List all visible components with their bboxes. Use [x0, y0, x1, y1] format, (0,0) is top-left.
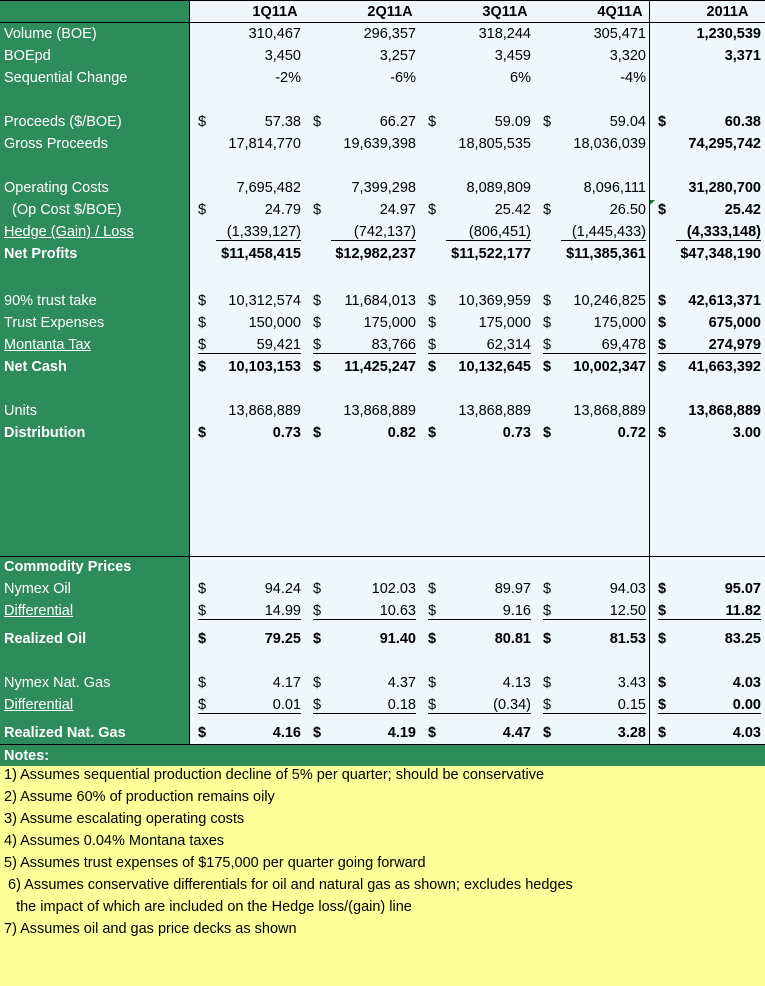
currency-symbol: $	[313, 293, 322, 309]
cell-hedge-2: (806,451)	[468, 224, 531, 240]
currency-symbol: $	[428, 359, 437, 375]
cell-gross-3: 18,036,039	[573, 136, 646, 152]
cell-netprofits-1: $12,982,237	[335, 246, 416, 262]
currency-symbol: $	[428, 725, 437, 741]
currency-symbol: $	[313, 114, 322, 130]
currency-symbol: $	[198, 697, 207, 713]
underline-rule	[198, 713, 301, 714]
header-fy: 2011A	[706, 4, 749, 20]
top-border	[0, 0, 765, 1]
label-boepd: BOEpd	[4, 48, 51, 64]
cell-volume-3: 305,471	[593, 26, 646, 42]
cell-differential-4: 11.82	[725, 603, 761, 619]
cell-trustexp-1: 175,000	[363, 315, 416, 331]
cell-boepd-3: 3,320	[609, 48, 646, 64]
cell-trusttake-2	[428, 290, 531, 312]
cell-boepd-0: 3,450	[264, 48, 301, 64]
label-netprofits: Net Profits	[4, 246, 78, 262]
cell-value: 41,663,392	[688, 359, 761, 375]
cell-proceeds-4: 60.38	[724, 114, 761, 130]
cell-realizedoil-2: 80.81	[494, 631, 531, 647]
cell-value: 42,613,371	[688, 293, 761, 309]
currency-symbol: $	[543, 603, 552, 619]
cell-opcost-3: 8,096,111	[583, 180, 646, 196]
currency-symbol: $	[658, 675, 667, 691]
note-line: the impact of which are included on the Hedge loss/(gain) line	[4, 899, 412, 915]
currency-symbol: $	[313, 675, 322, 691]
currency-symbol: $	[198, 114, 207, 130]
underline-rule	[198, 619, 301, 620]
underline-rule	[446, 240, 531, 241]
cell-units-2: 13,868,889	[458, 403, 531, 419]
cell-proceeds-3: 59.04	[609, 114, 646, 130]
cell-netcash-1	[313, 356, 416, 378]
note-line: 3) Assume escalating operating costs	[4, 811, 245, 827]
cell-opcostboe-3: 26.50	[609, 202, 646, 218]
currency-symbol: $	[198, 337, 207, 353]
currency-symbol: $	[658, 202, 667, 218]
cell-gross-2: 18,805,535	[458, 136, 531, 152]
underline-rule	[331, 240, 416, 241]
cell-gross-4: 74,295,742	[688, 136, 761, 152]
cell-seq-2: 6%	[510, 70, 531, 86]
cell-hedge-0: (1,339,127)	[226, 224, 301, 240]
underline-rule	[313, 353, 416, 354]
cell-nymexgas-3: 3.43	[617, 675, 646, 691]
row-commodity	[0, 556, 765, 578]
cell-differential2-2: (0.34)	[493, 697, 531, 713]
cell-value: 10,312,574	[228, 293, 301, 309]
cell-seq-3: -4%	[620, 70, 646, 86]
label-differential: Differential	[4, 603, 74, 619]
cell-units-1: 13,868,889	[343, 403, 416, 419]
row-opcost	[0, 177, 765, 199]
header-q2: 2Q11A	[367, 4, 413, 20]
currency-symbol: $	[313, 725, 322, 741]
cell-netprofits-0: $11,458,415	[221, 246, 301, 262]
currency-symbol: $	[658, 359, 667, 375]
cell-trusttake-4	[658, 290, 761, 312]
cell-trusttake-0	[198, 290, 301, 312]
label-realizedoil: Realized Oil	[4, 631, 87, 647]
note-line: 4) Assumes 0.04% Montana taxes	[4, 833, 225, 849]
cell-trustexp-4: 675,000	[708, 315, 761, 331]
cell-value: 10,103,153	[228, 359, 301, 375]
underline-rule	[313, 619, 416, 620]
row-realizedgas	[0, 722, 765, 744]
cell-proceeds-1: 66.27	[379, 114, 416, 130]
header-q1: 1Q11A	[252, 4, 298, 20]
row-boepd	[0, 45, 765, 67]
underline-rule	[198, 353, 301, 354]
cell-boepd-4: 3,371	[724, 48, 761, 64]
cell-value: 10,002,347	[573, 359, 646, 375]
currency-symbol: $	[198, 293, 207, 309]
currency-symbol: $	[543, 315, 552, 331]
cell-mttax-1: 83,766	[371, 337, 416, 353]
currency-symbol: $	[543, 337, 552, 353]
currency-symbol: $	[543, 114, 552, 130]
row-seq	[0, 67, 765, 89]
currency-symbol: $	[198, 603, 207, 619]
cell-boepd-2: 3,459	[494, 48, 531, 64]
currency-symbol: $	[198, 425, 207, 441]
currency-symbol: $	[428, 603, 437, 619]
currency-symbol: $	[198, 725, 207, 741]
cell-units-0: 13,868,889	[228, 403, 301, 419]
label-realizedgas: Realized Nat. Gas	[4, 725, 126, 741]
label-nymexoil: Nymex Oil	[4, 581, 71, 597]
currency-symbol: $	[658, 631, 667, 647]
currency-symbol: $	[428, 202, 437, 218]
note-line: 1) Assumes sequential production decline of 5% per quarter; should be conservative	[4, 767, 545, 783]
currency-symbol: $	[658, 337, 667, 353]
currency-symbol: $	[658, 725, 667, 741]
cell-comment-marker	[650, 200, 655, 205]
cell-units-4: 13,868,889	[688, 403, 761, 419]
header-q3: 3Q11A	[482, 4, 528, 20]
cell-value: 11,684,013	[344, 293, 416, 309]
cell-distribution-3: 0.72	[617, 425, 646, 441]
cell-differential-3: 12.50	[609, 603, 646, 619]
currency-symbol: $	[198, 202, 207, 218]
currency-symbol: $	[428, 293, 437, 309]
cell-netcash-0	[198, 356, 301, 378]
cell-mttax-0: 59,421	[256, 337, 301, 353]
cell-nymexgas-1: 4.37	[387, 675, 416, 691]
cell-differential2-0: 0.01	[272, 697, 301, 713]
label-commodity: Commodity Prices	[4, 559, 132, 575]
cell-distribution-2: 0.73	[502, 425, 531, 441]
underline-rule	[428, 353, 531, 354]
row-nymexgas	[0, 672, 765, 694]
row-trustexp	[0, 312, 765, 334]
row-differential	[0, 600, 765, 622]
cell-differential2-4: 0.00	[732, 697, 761, 713]
note-line: 6) Assumes conservative differentials for oil and natural gas as shown; excludes hedges	[4, 877, 573, 893]
cell-distribution-1: 0.82	[387, 425, 416, 441]
label-nymexgas: Nymex Nat. Gas	[4, 675, 111, 691]
cell-nymexoil-2: 89.97	[494, 581, 531, 597]
row-realizedoil	[0, 628, 765, 650]
cell-nymexoil-1: 102.03	[371, 581, 416, 597]
row-netcash	[0, 356, 765, 378]
currency-symbol: $	[428, 337, 437, 353]
cell-mttax-4: 274,979	[708, 337, 761, 353]
underline-rule	[658, 353, 761, 354]
label-opcostboe: (Op Cost $/BOE)	[12, 202, 122, 218]
currency-symbol: $	[428, 425, 437, 441]
cell-trustexp-3: 175,000	[593, 315, 646, 331]
currency-symbol: $	[313, 603, 322, 619]
cell-hedge-3: (1,445,433)	[571, 224, 646, 240]
row-distribution	[0, 422, 765, 444]
label-proceeds: Proceeds ($/BOE)	[4, 114, 122, 130]
label-units: Units	[4, 403, 38, 419]
cell-netprofits-4: $47,348,190	[680, 246, 761, 262]
cell-nymexoil-3: 94.03	[609, 581, 646, 597]
currency-symbol: $	[543, 202, 552, 218]
underline-rule	[658, 619, 761, 620]
currency-symbol: $	[658, 425, 667, 441]
cell-netprofits-3: $11,385,361	[566, 246, 646, 262]
cell-netprofits-2: $11,522,177	[451, 246, 531, 262]
label-gross: Gross Proceeds	[4, 136, 108, 152]
row-netprofits	[0, 243, 765, 265]
currency-symbol: $	[543, 725, 552, 741]
cell-proceeds-0: 57.38	[264, 114, 301, 130]
cell-realizedoil-4: 83.25	[724, 631, 761, 647]
label-seq: Sequential Change	[4, 70, 128, 86]
cell-realizedoil-1: 91.40	[379, 631, 416, 647]
cell-netcash-4	[658, 356, 761, 378]
currency-symbol: $	[428, 114, 437, 130]
cell-differential-0: 14.99	[264, 603, 301, 619]
cell-distribution-0: 0.73	[272, 425, 301, 441]
currency-symbol: $	[543, 359, 552, 375]
cell-opcostboe-4: 25.42	[724, 202, 761, 218]
cell-volume-1: 296,357	[363, 26, 416, 42]
currency-symbol: $	[658, 114, 667, 130]
currency-symbol: $	[198, 581, 207, 597]
cell-boepd-1: 3,257	[379, 48, 416, 64]
cell-opcostboe-1: 24.97	[379, 202, 416, 218]
note-line: 7) Assumes oil and gas price decks as shown	[4, 921, 297, 937]
row-gross	[0, 133, 765, 155]
row-units	[0, 400, 765, 422]
row-trusttake	[0, 290, 765, 312]
currency-symbol: $	[658, 581, 667, 597]
currency-symbol: $	[543, 293, 552, 309]
underline-rule	[658, 713, 761, 714]
header-row	[0, 1, 765, 23]
underline-rule	[313, 713, 416, 714]
underline-rule	[543, 619, 646, 620]
currency-symbol: $	[658, 293, 667, 309]
currency-symbol: $	[313, 425, 322, 441]
cell-opcostboe-0: 24.79	[264, 202, 301, 218]
currency-symbol: $	[313, 315, 322, 331]
note-line: 2) Assume 60% of production remains oily	[4, 789, 275, 805]
cell-netcash-2	[428, 356, 531, 378]
commodity-border	[0, 556, 765, 557]
row-volume	[0, 23, 765, 45]
cell-differential2-3: 0.15	[617, 697, 646, 713]
cell-seq-1: -6%	[390, 70, 416, 86]
cell-realizedgas-3: 3.28	[617, 725, 646, 741]
label-trustexp: Trust Expenses	[4, 315, 105, 331]
cell-volume-0: 310,467	[248, 26, 301, 42]
cell-mttax-3: 69,478	[601, 337, 646, 353]
cell-trustexp-2: 175,000	[478, 315, 531, 331]
underline-rule	[561, 240, 646, 241]
currency-symbol: $	[428, 697, 437, 713]
currency-symbol: $	[313, 631, 322, 647]
cell-netcash-3	[543, 356, 646, 378]
currency-symbol: $	[658, 315, 667, 331]
cell-volume-4: 1,230,539	[696, 26, 761, 42]
label-differential2: Differential	[4, 697, 74, 713]
cell-value: 10,132,645	[458, 359, 531, 375]
cell-value: 10,369,959	[458, 293, 531, 309]
note-line: 5) Assumes trust expenses of $175,000 per quarter going forward	[4, 855, 426, 871]
cell-differential-1: 10.63	[379, 603, 416, 619]
cell-opcost-1: 7,399,298	[351, 180, 416, 196]
cell-differential-2: 9.16	[502, 603, 531, 619]
currency-symbol: $	[313, 337, 322, 353]
cell-nymexoil-4: 95.07	[724, 581, 761, 597]
cell-realizedgas-2: 4.47	[502, 725, 531, 741]
currency-symbol: $	[543, 581, 552, 597]
header-q4: 4Q11A	[597, 4, 643, 20]
notes-header	[0, 744, 765, 767]
label-opcost: Operating Costs	[4, 180, 109, 196]
currency-symbol: $	[428, 675, 437, 691]
currency-symbol: $	[658, 603, 667, 619]
cell-nymexoil-0: 94.24	[264, 581, 301, 597]
cell-opcost-2: 8,089,809	[466, 180, 531, 196]
cell-opcostboe-2: 25.42	[494, 202, 531, 218]
currency-symbol: $	[313, 697, 322, 713]
cell-nymexgas-2: 4.13	[502, 675, 531, 691]
cell-seq-0: -2%	[275, 70, 301, 86]
underline-rule	[543, 713, 646, 714]
row-differential2	[0, 694, 765, 716]
cell-volume-2: 318,244	[478, 26, 531, 42]
cell-trusttake-1	[313, 290, 416, 312]
label-mttax: Montanta Tax	[4, 337, 91, 353]
cell-realizedgas-1: 4.19	[387, 725, 416, 741]
underline-rule	[676, 240, 761, 241]
cell-opcost-4: 31,280,700	[688, 180, 761, 196]
currency-symbol: $	[198, 631, 207, 647]
currency-symbol: $	[428, 581, 437, 597]
cell-differential2-1: 0.18	[387, 697, 416, 713]
cell-trustexp-0: 150,000	[248, 315, 301, 331]
label-trusttake: 90% trust take	[4, 293, 97, 309]
row-hedge	[0, 221, 765, 243]
currency-symbol: $	[428, 315, 437, 331]
currency-symbol: $	[198, 315, 207, 331]
cell-opcost-0: 7,695,482	[236, 180, 301, 196]
cell-units-3: 13,868,889	[573, 403, 646, 419]
cell-value: 10,246,825	[573, 293, 646, 309]
notes-title: Notes:	[4, 748, 50, 764]
cell-hedge-4: (4,333,148)	[686, 224, 761, 240]
cell-proceeds-2: 59.09	[494, 114, 531, 130]
cell-realizedoil-0: 79.25	[264, 631, 301, 647]
cell-realizedoil-3: 81.53	[609, 631, 646, 647]
cell-gross-0: 17,814,770	[228, 136, 301, 152]
cell-hedge-1: (742,137)	[353, 224, 416, 240]
row-mttax	[0, 334, 765, 356]
currency-symbol: $	[428, 631, 437, 647]
currency-symbol: $	[543, 675, 552, 691]
cell-value: 11,425,247	[344, 359, 416, 375]
row-nymexoil	[0, 578, 765, 600]
currency-symbol: $	[543, 697, 552, 713]
cell-gross-1: 19,639,398	[343, 136, 416, 152]
currency-symbol: $	[543, 631, 552, 647]
underline-rule	[428, 713, 531, 714]
currency-symbol: $	[198, 359, 207, 375]
underline-rule	[543, 353, 646, 354]
label-netcash: Net Cash	[4, 359, 67, 375]
cell-nymexgas-0: 4.17	[272, 675, 301, 691]
row-proceeds	[0, 111, 765, 133]
currency-symbol: $	[313, 359, 322, 375]
currency-symbol: $	[313, 581, 322, 597]
currency-symbol: $	[313, 202, 322, 218]
cell-distribution-4: 3.00	[732, 425, 761, 441]
currency-symbol: $	[543, 425, 552, 441]
cell-trusttake-3	[543, 290, 646, 312]
label-volume: Volume (BOE)	[4, 26, 97, 42]
currency-symbol: $	[658, 697, 667, 713]
currency-symbol: $	[198, 675, 207, 691]
cell-nymexgas-4: 4.03	[732, 675, 761, 691]
cell-realizedgas-0: 4.16	[272, 725, 301, 741]
cell-mttax-2: 62,314	[486, 337, 531, 353]
label-hedge: Hedge (Gain) / Loss	[4, 224, 134, 240]
underline-rule	[216, 240, 301, 241]
label-distribution: Distribution	[4, 425, 86, 441]
underline-rule	[428, 619, 531, 620]
cell-realizedgas-4: 4.03	[732, 725, 761, 741]
